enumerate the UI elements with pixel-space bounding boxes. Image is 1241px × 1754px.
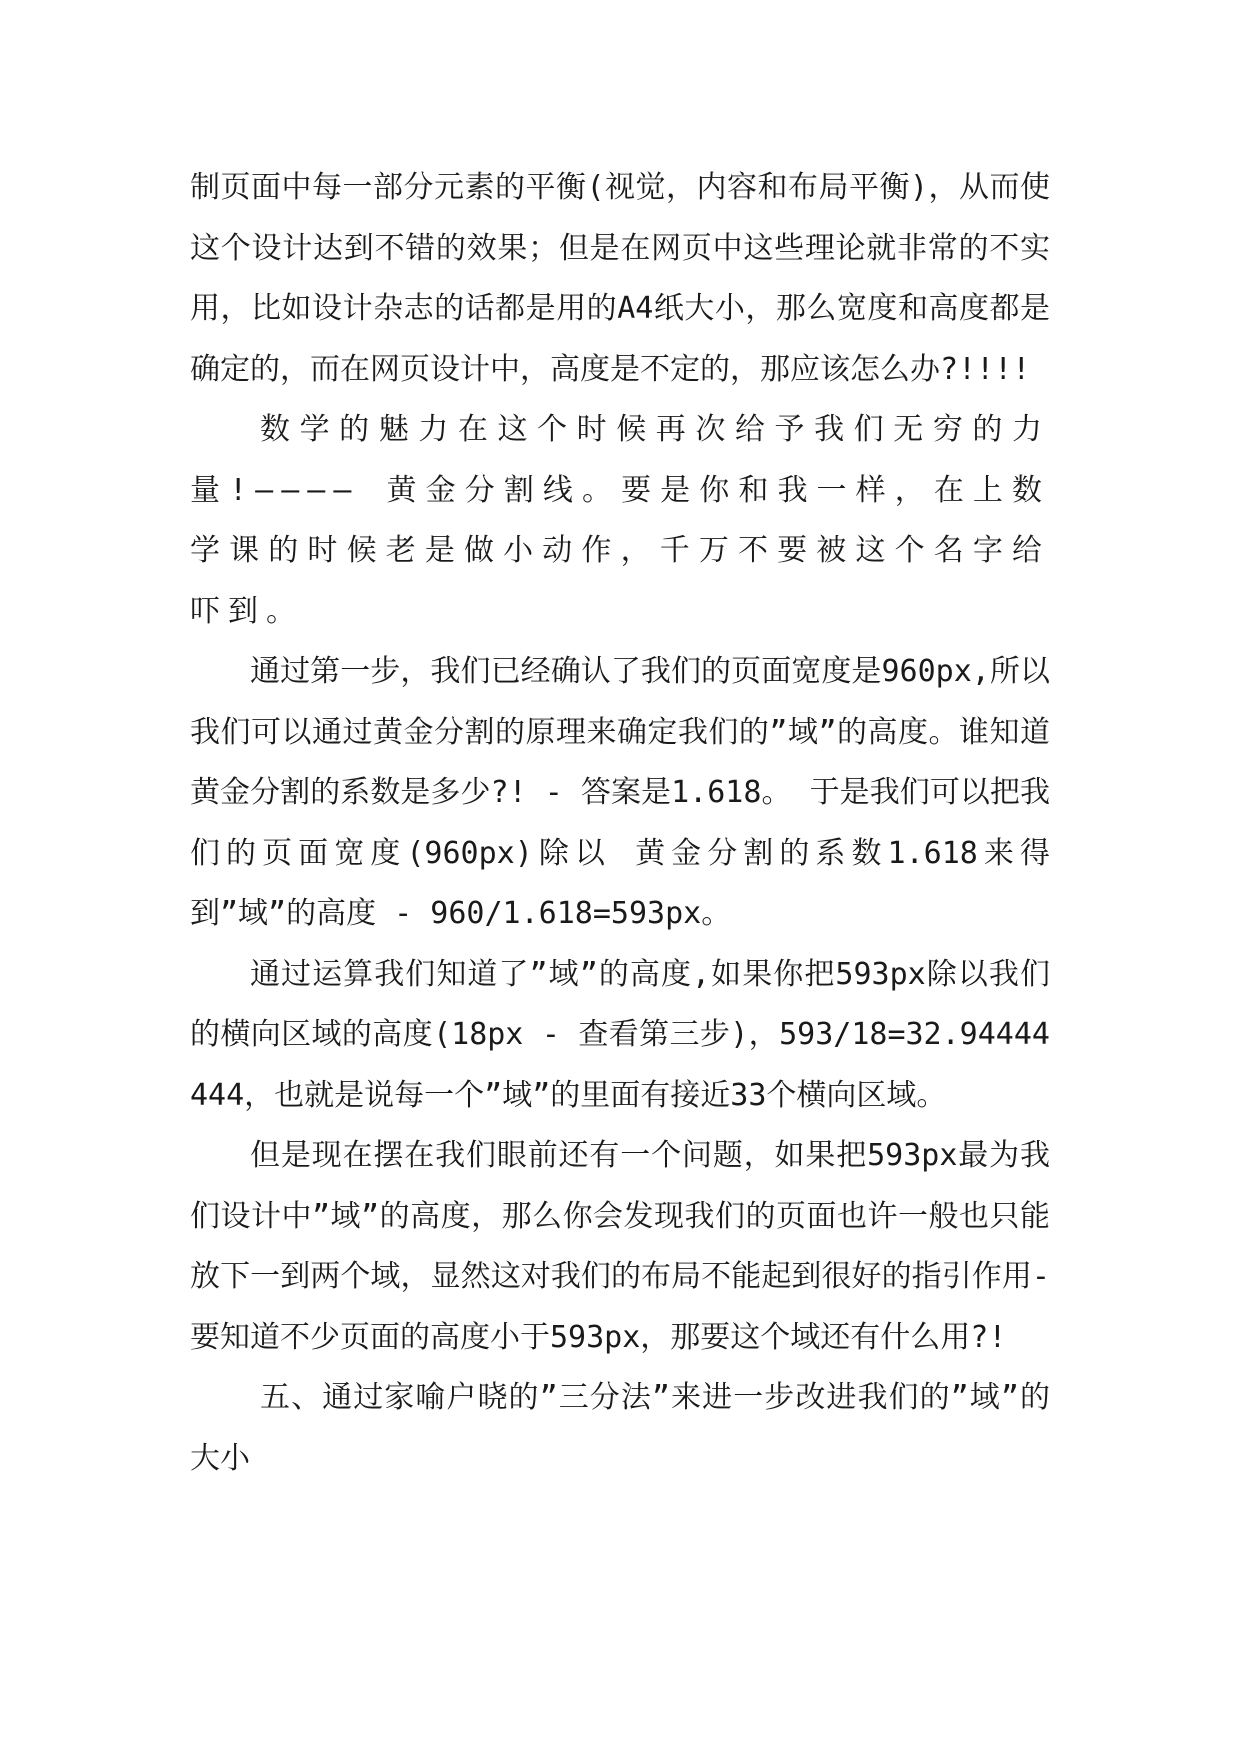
document-body — [190, 158, 1050, 1489]
paragraph-domain-height: 通过第一步，我们已经确认了我们的页面宽度是960px,所以我们可以通过黄金分割的原理来确定我们的”域”的高度。谁知道黄金分割的系数是多少?! - 答案是1.618。 于是我们可以把我们的页面宽度(960px)除以 黄金分割的系数1.618来得到”域”的高度 - 960/1.618=593px。 — [190, 654, 1050, 931]
paragraph-problem: 但是现在摆在我们眼前还有一个问题，如果把593px最为我们设计中”域”的高度，那么你会发现我们的页面也许一般也只能放下一到两个域，显然这对我们的布局不能起到很好的指引作用-要知道不少页面的高度小于593px，那要这个域还有什么用?! — [190, 1138, 1050, 1355]
paragraph-continued: 制页面中每一部分元素的平衡(视觉，内容和布局平衡)，从而使这个设计达到不错的效果；但是在网页中这些理论就非常的不实用，比如设计杂志的话都是用的A4纸大小，那么宽度和高度都是确定的，而在网页设计中，高度是不定的，那应该怎么办?!!!! — [190, 170, 1050, 387]
paragraph-horizontal-regions: 通过运算我们知道了”域”的高度,如果你把593px除以我们的横向区域的高度(18px - 查看第三步)，593/18=32.94444444，也就是说每一个”域”的里面有接近33个横向区域。 — [190, 956, 1050, 1113]
paragraph-golden-ratio-intro: 数学的魅力在这个时候再次给予我们无穷的力量!———— 黄金分割线。要是你和我一样，在上数学课的时候老是做小动作，千万不要被这个名字给吓到。 — [190, 412, 1050, 629]
section-heading: 五、通过家喻户晓的”三分法”来进一步改进我们的”域”的大小 — [190, 1380, 1050, 1476]
